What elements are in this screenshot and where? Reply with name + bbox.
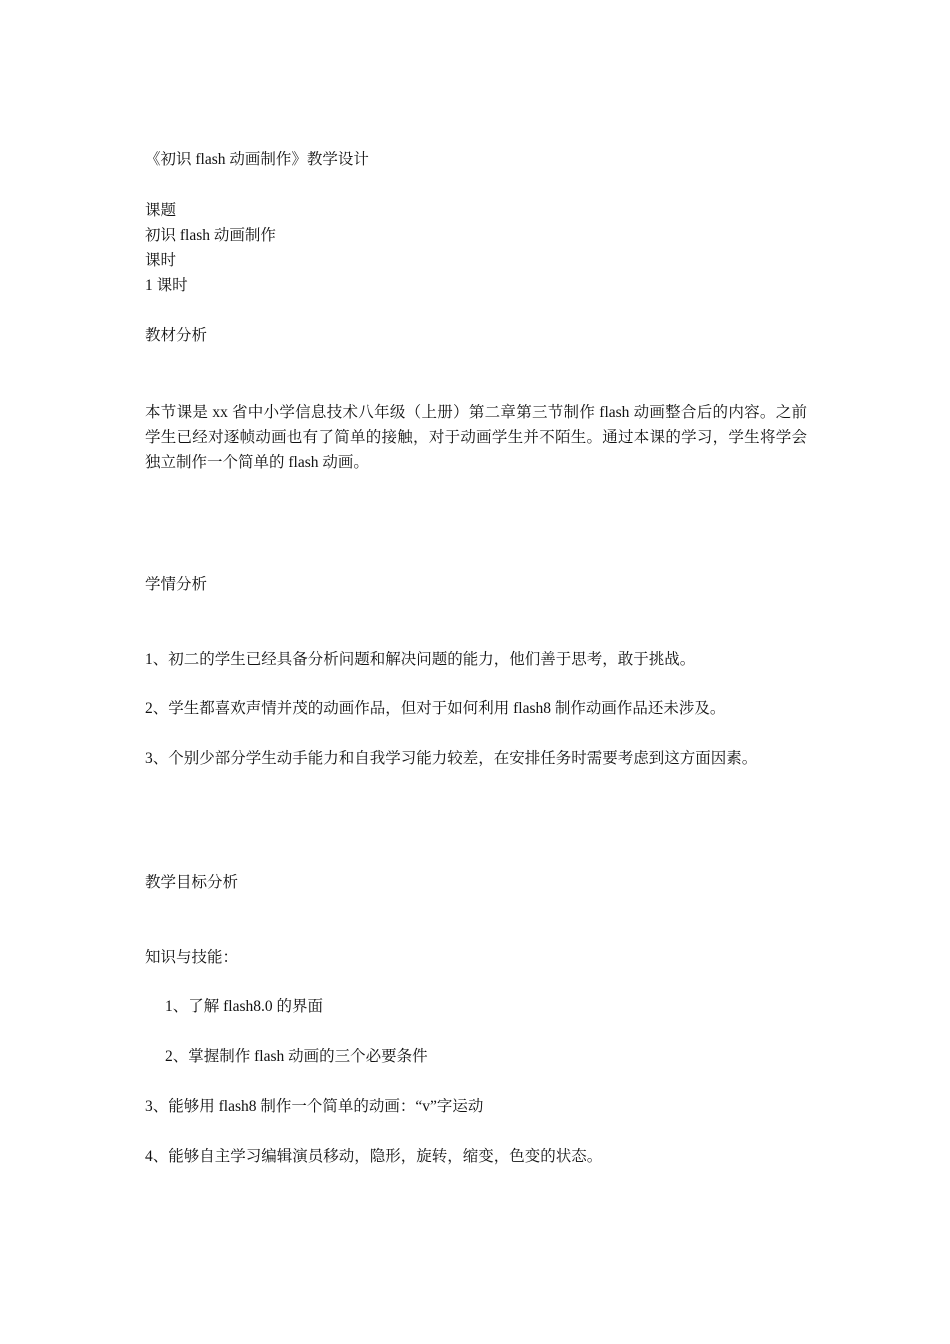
document-title: 《初识 flash 动画制作》教学设计 [145, 151, 369, 168]
material-heading: 教材分析 [145, 327, 208, 344]
material-paragraph: 本节课是 xx 省中小学信息技术八年级（上册）第二章第三节制作 flash 动画整合后的内容。之前学生已经对逐帧动画也有了简单的接触，对于动画学生并不陌生。通过本课的学习，学生将学会独立制作一个简单的 flash 动画。 [145, 404, 807, 471]
goal-item-3: 3、能够用 flash8 制作一个简单的动画：“v”字运动 [145, 1098, 484, 1115]
goal-item-1: 1、了解 flash8.0 的界面 [165, 998, 324, 1015]
hours-value: 1 课时 [145, 277, 188, 294]
goal-item-4: 4、能够自主学习编辑演员移动，隐形，旋转，缩变，色变的状态。 [145, 1148, 603, 1165]
goals-heading: 教学目标分析 [145, 874, 239, 891]
students-item-1: 1、初二的学生已经具备分析问题和解决问题的能力，他们善于思考，敢于挑战。 [145, 651, 696, 668]
students-heading: 学情分析 [145, 576, 208, 593]
topic-label: 课题 [145, 202, 177, 219]
students-item-2: 2、学生都喜欢声情并茂的动画作品，但对于如何利用 flash8 制作动画作品还未涉及。 [145, 700, 726, 717]
students-item-3: 3、个别少部分学生动手能力和自我学习能力较差，在安排任务时需要考虑到这方面因素。 [145, 750, 758, 767]
topic-value: 初识 flash 动画制作 [145, 227, 276, 244]
goal-item-2: 2、掌握制作 flash 动画的三个必要条件 [165, 1048, 428, 1065]
hours-label: 课时 [145, 252, 177, 269]
knowledge-heading: 知识与技能： [145, 949, 239, 966]
